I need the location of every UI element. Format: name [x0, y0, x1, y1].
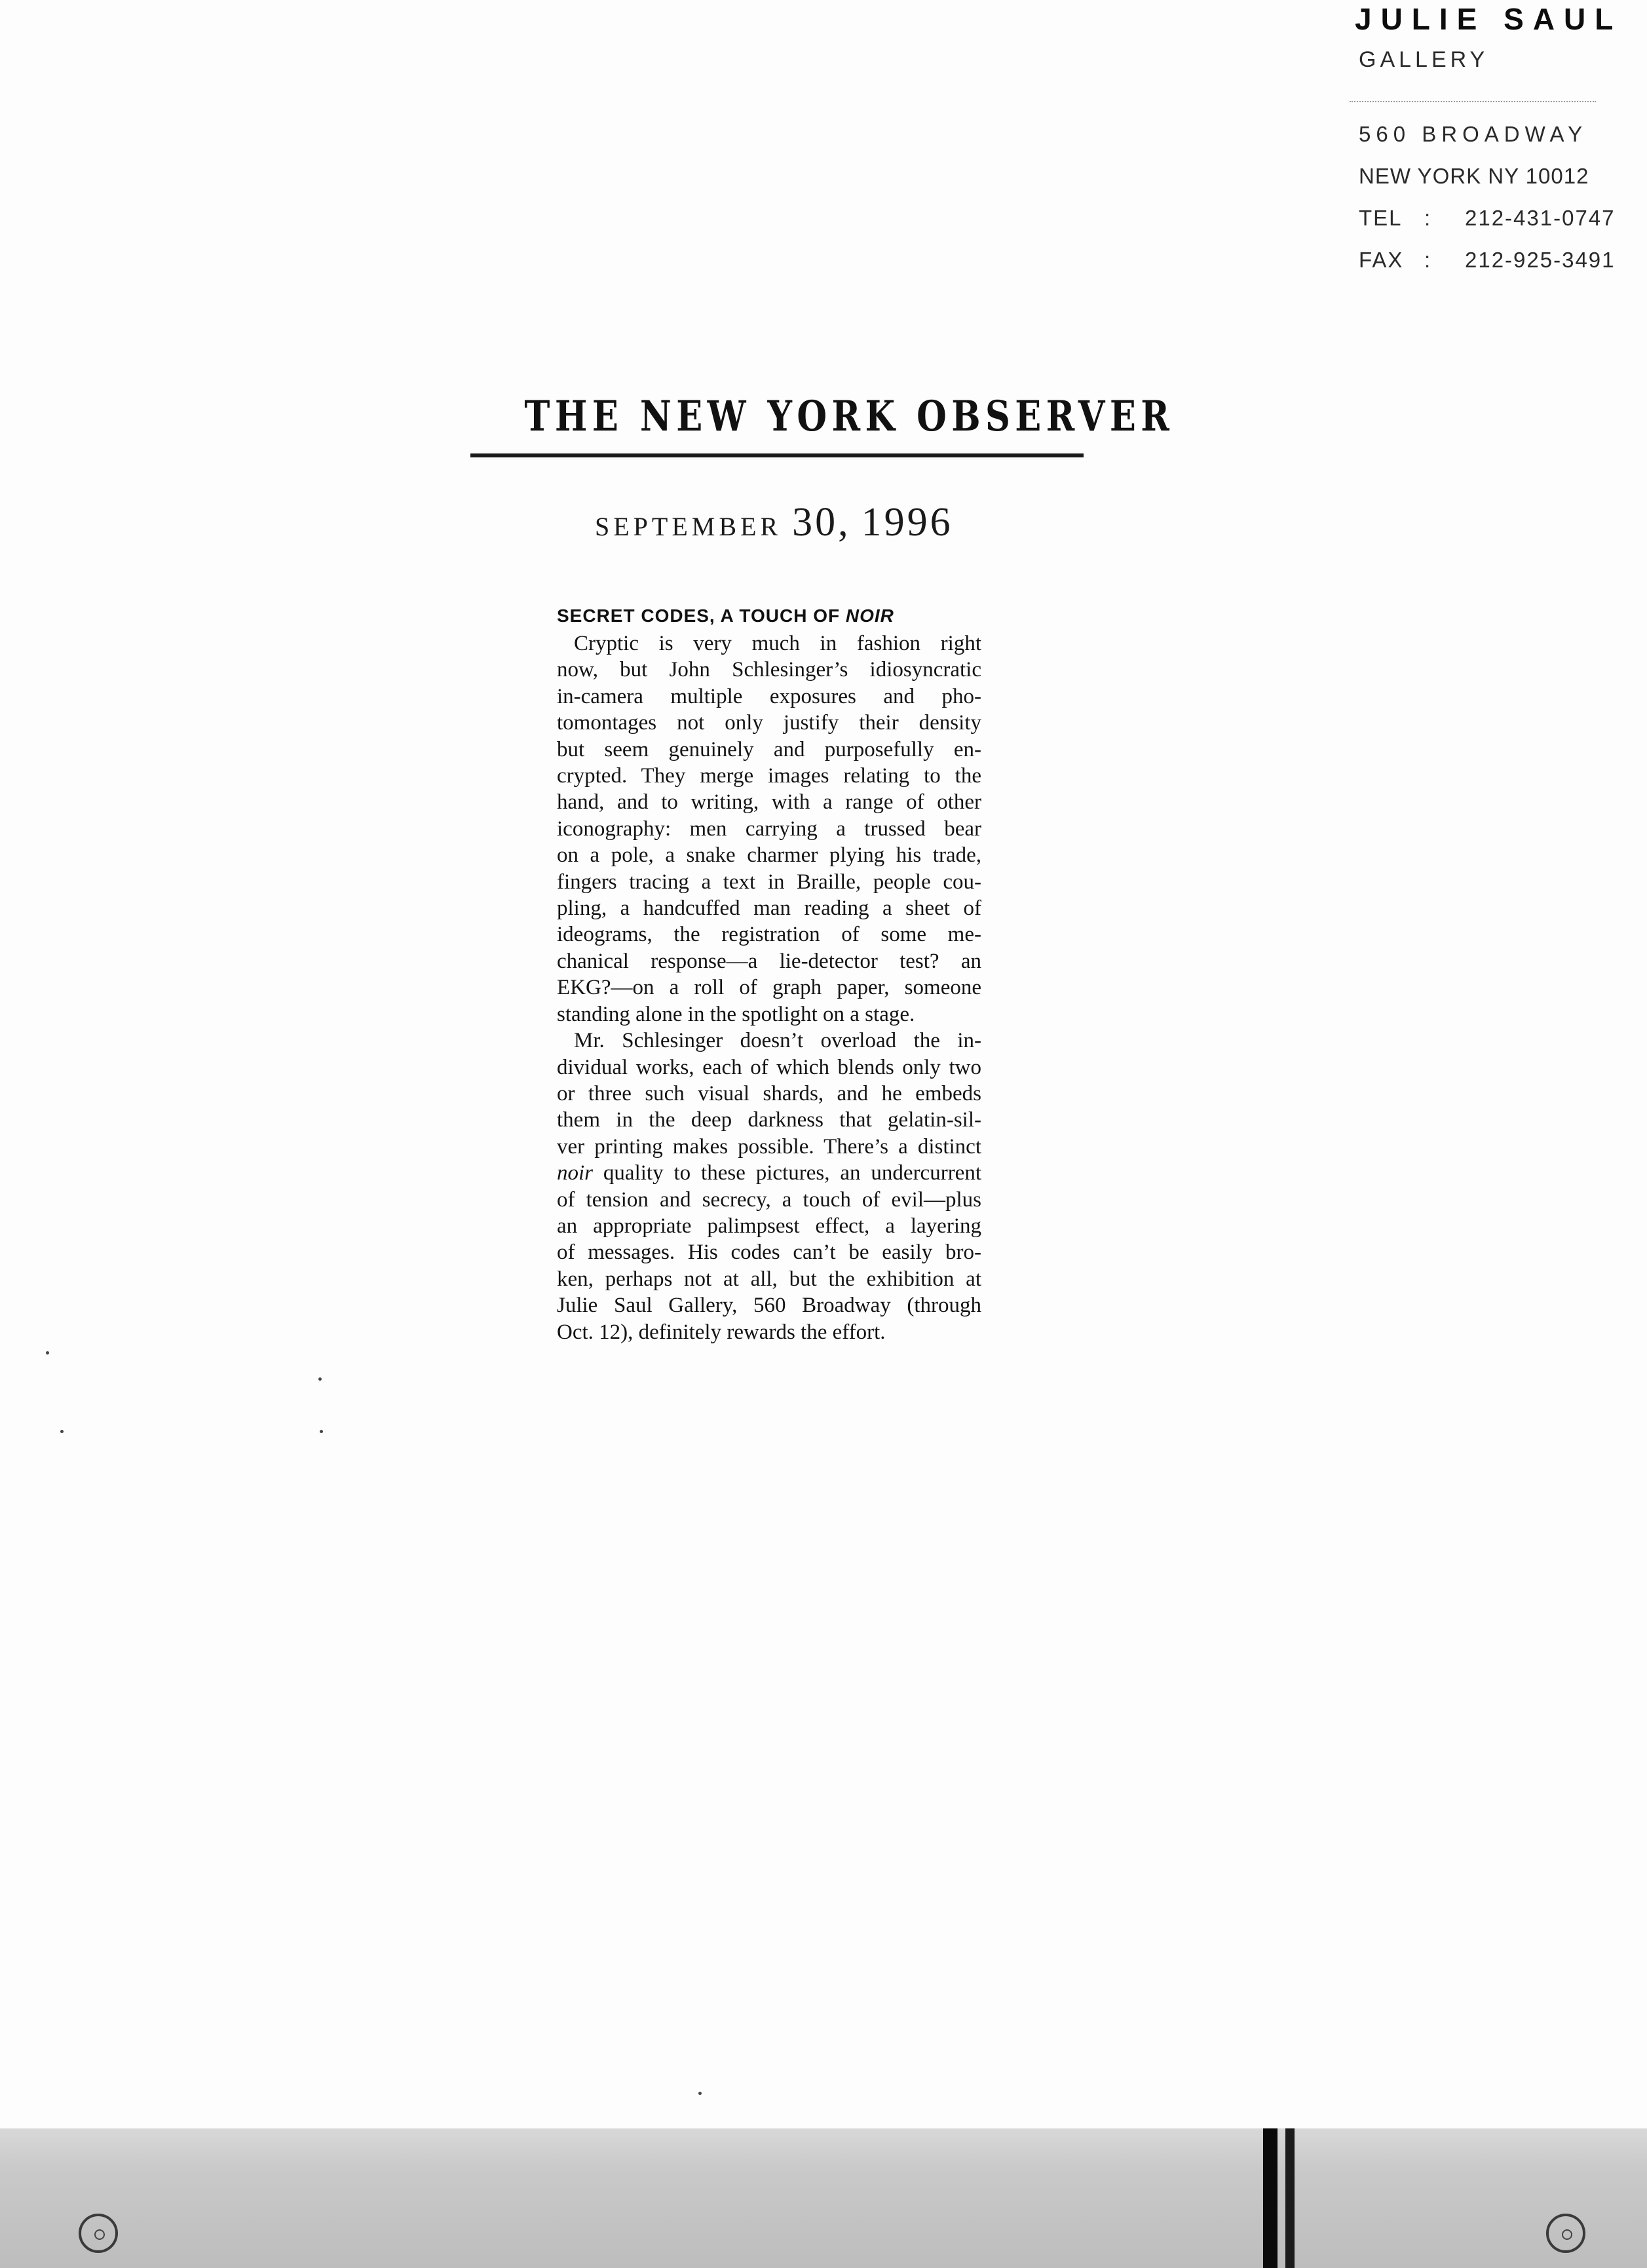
headline-text: SECRET CODES, A TOUCH OF — [557, 605, 841, 626]
article-line: Cryptic is very much in fashion right — [574, 632, 981, 655]
date-month: SEPTEMBER — [595, 512, 782, 541]
scan-speck — [318, 1377, 322, 1381]
article-body — [557, 630, 981, 1345]
article-line: ver printing makes possible. There’s a distinct — [557, 1134, 981, 1159]
gallery-subtitle: GALLERY — [1359, 47, 1489, 72]
date-year: 1996 — [861, 500, 953, 545]
article-line: an appropriate palimpsest effect, a layering — [557, 1214, 981, 1238]
article-clipping — [557, 605, 981, 1345]
publication-date — [595, 499, 988, 546]
article-line: them in the deep darkness that gelatin-sil- — [557, 1108, 981, 1132]
scanner-bed-edge — [0, 2128, 1647, 2268]
article-line-noir — [557, 1160, 981, 1186]
article-line: fingers tracing a text in Braille, people cou- — [557, 870, 981, 894]
article-line: Julie Saul Gallery, 560 Broadway (through — [557, 1294, 981, 1318]
article-line: iconography: men carrying a trussed bear — [557, 817, 981, 841]
publication-masthead: THE NEW YORK OBSERVER — [524, 392, 1175, 441]
article-line: EKG?—on a roll of graph paper, someone — [557, 976, 981, 1000]
article-line: of tension and secrecy, a touch of evil—plus — [557, 1187, 981, 1212]
scan-speck — [320, 1430, 323, 1433]
article-line: ideograms, the registration of some me- — [557, 923, 981, 947]
letterhead-divider — [1350, 101, 1596, 102]
scan-speck — [46, 1351, 49, 1355]
masthead-rule — [470, 453, 1084, 457]
article-line: ken, perhaps not at all, but the exhibition at — [557, 1267, 981, 1291]
fax-separator: : — [1424, 248, 1432, 272]
phone-separator: : — [1424, 206, 1432, 230]
scan-speck — [698, 2092, 702, 2095]
article-line: pling, a handcuffed man reading a sheet of — [557, 896, 981, 921]
article-line: Oct. 12), definitely rewards the effort. — [557, 1320, 886, 1344]
article-line: tomontages not only justify their density — [557, 711, 981, 735]
noir-word: noir — [557, 1161, 594, 1185]
article-line: dividual works, each of which blends only two — [557, 1055, 981, 1079]
fax-label: FAX — [1359, 248, 1404, 272]
headline-noir: NOIR — [845, 605, 894, 626]
article-line: of messages. His codes can’t be easily bro- — [557, 1240, 981, 1265]
article-line: chanical response—a lie-detector test? an — [557, 949, 981, 973]
article-line: now, but John Schlesinger’s idiosyncratic — [557, 658, 981, 682]
binder-hole-left — [79, 2214, 118, 2253]
scan-speck — [60, 1430, 64, 1433]
scanner-clip-edge — [1285, 2128, 1295, 2268]
article-line: or three such visual shards, and he embeds — [557, 1081, 981, 1105]
article-line-rest: quality to these pictures, an undercurrent — [603, 1161, 982, 1185]
scanner-clip — [1263, 2128, 1278, 2268]
article-line: Mr. Schlesinger doesn’t overload the in- — [574, 1029, 981, 1053]
article-line: crypted. They merge images relating to the — [557, 764, 981, 788]
phone-number: 212-431-0747 — [1465, 206, 1616, 230]
article-line: in-camera multiple exposures and pho- — [557, 684, 981, 708]
gallery-city: NEW YORK NY 10012 — [1359, 164, 1589, 188]
gallery-fax — [1359, 248, 1616, 273]
binder-hole-right — [1546, 2214, 1585, 2253]
gallery-street: 560 BROADWAY — [1359, 122, 1588, 146]
article-line: on a pole, a snake charmer plying his trade, — [557, 843, 981, 868]
gallery-phone — [1359, 206, 1616, 231]
article-line: but seem genuinely and purposefully en- — [557, 737, 981, 761]
date-day: 30, — [792, 500, 851, 545]
phone-label: TEL — [1359, 206, 1403, 230]
article-headline — [557, 605, 981, 626]
fax-number: 212-925-3491 — [1465, 248, 1616, 272]
gallery-name: JULIE SAUL — [1355, 2, 1623, 36]
article-line: hand, and to writing, with a range of other — [557, 790, 981, 815]
article-line: standing alone in the spotlight on a stage. — [557, 1002, 915, 1026]
